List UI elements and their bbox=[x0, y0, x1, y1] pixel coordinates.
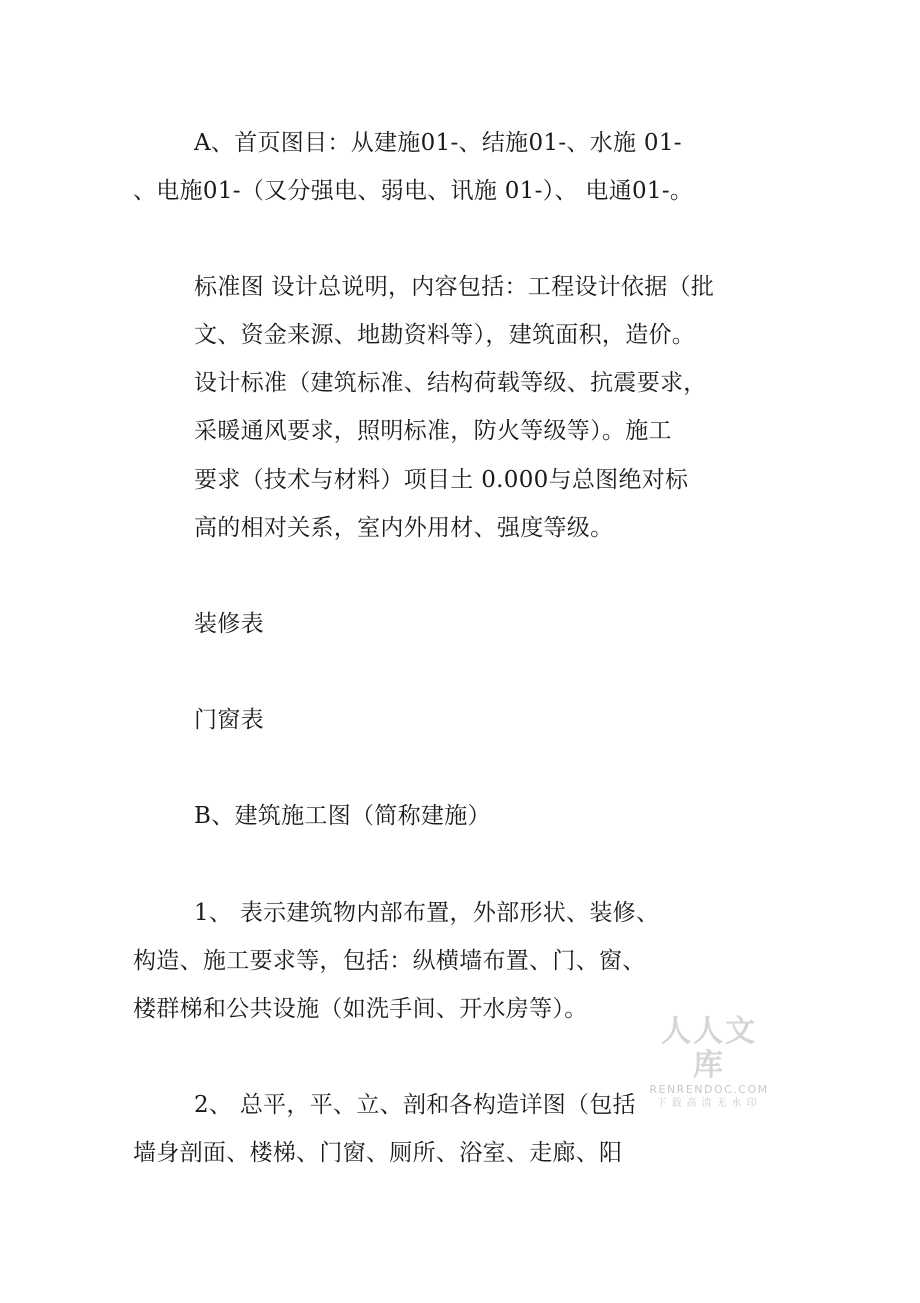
text-line: 文、资金来源、地勘资料等），建筑面积，造价。 bbox=[194, 322, 696, 348]
watermark-subtitle: 下载高清无水印 bbox=[656, 1098, 762, 1109]
text-line: 1、 表示建筑物内部布置，外部形状、装修、 bbox=[194, 900, 660, 926]
text-line: 设计标准（建筑标准、结构荷载等级、抗震要求， bbox=[194, 370, 707, 396]
text-line: 墙身剖面、楼梯、门窗、厕所、浴室、走廊、阳 bbox=[133, 1140, 623, 1166]
text-line: 楼群梯和公共设施（如洗手间、开水房等）。 bbox=[133, 996, 588, 1022]
text-line: A、首页图目：从建施01-、结施01-、水施 01- bbox=[194, 130, 682, 156]
watermark-logo bbox=[646, 1015, 772, 1110]
text-line: 标准图 设计总说明，内容包括：工程设计依据（批 bbox=[194, 274, 715, 300]
section-heading-b: B、建筑施工图（简称建施） bbox=[194, 803, 491, 829]
section-label-door-window-table: 门窗表 bbox=[194, 707, 264, 733]
text-line: 构造、施工要求等，包括：纵横墙布置、门、窗、 bbox=[133, 948, 646, 974]
watermark-title: 人人文库 bbox=[661, 1014, 757, 1083]
text-line: 采暖通风要求，照明标准，防火等级等）。施工 bbox=[194, 418, 672, 444]
watermark-domain: RENRENDOC.COM bbox=[649, 1083, 769, 1096]
text-line: 、电施01-（又分强电、弱电、讯施 01-）、 电通01-。 bbox=[133, 178, 694, 204]
section-label-decoration-table: 装修表 bbox=[194, 611, 264, 637]
text-line: 2、 总平，平、立、剖和各构造详图（包括 bbox=[194, 1092, 636, 1118]
text-line: 高的相对关系，室内外用材、强度等级。 bbox=[194, 515, 614, 541]
text-line: 要求（技术与材料）项目土 0.000与总图绝对标 bbox=[194, 467, 689, 493]
